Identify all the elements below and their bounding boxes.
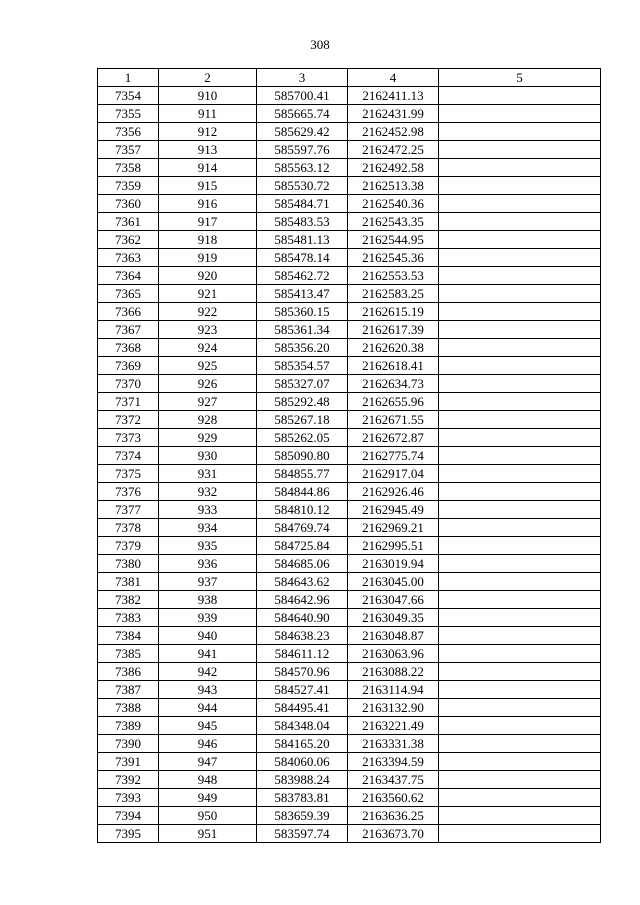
table-cell-col-4: 2163437.75 [348,771,439,789]
table-cell-col-4: 2162544.95 [348,231,439,249]
table-cell-col-3: 585629.42 [257,123,348,141]
table-cell-col-5 [439,771,601,789]
table-cell-col-4: 2162671.55 [348,411,439,429]
table-cell-col-4: 2163063.96 [348,645,439,663]
table-cell-col-1: 7362 [98,231,159,249]
table-cell-col-1: 7376 [98,483,159,501]
table-cell-col-1: 7382 [98,591,159,609]
table-cell-col-5 [439,807,601,825]
table-cell-col-1: 7360 [98,195,159,213]
column-header-3: 3 [257,69,348,87]
table-row [98,159,601,177]
table-cell-col-1: 7393 [98,789,159,807]
table-cell-col-3: 584611.12 [257,645,348,663]
table-row [98,627,601,645]
table-cell-col-4: 2162472.25 [348,141,439,159]
table-cell-col-1: 7378 [98,519,159,537]
table-cell-col-5 [439,141,601,159]
table-cell-col-1: 7381 [98,573,159,591]
table-cell-col-5 [439,519,601,537]
table-cell-col-1: 7389 [98,717,159,735]
table-cell-col-2: 950 [159,807,257,825]
table-cell-col-3: 585360.15 [257,303,348,321]
table-cell-col-4: 2162618.41 [348,357,439,375]
table-cell-col-1: 7392 [98,771,159,789]
table-cell-col-2: 924 [159,339,257,357]
table-cell-col-1: 7374 [98,447,159,465]
page-number: 308 [310,37,330,52]
table-cell-col-2: 929 [159,429,257,447]
table-cell-col-1: 7388 [98,699,159,717]
table-cell-col-2: 913 [159,141,257,159]
table-cell-col-5 [439,321,601,339]
table-cell-col-2: 932 [159,483,257,501]
table-cell-col-4: 2162655.96 [348,393,439,411]
table-row [98,663,601,681]
table-row [98,285,601,303]
table-cell-col-4: 2162452.98 [348,123,439,141]
table-cell-col-5 [439,483,601,501]
table-cell-col-3: 584060.06 [257,753,348,771]
table-cell-col-5 [439,393,601,411]
table-cell-col-4: 2162634.73 [348,375,439,393]
table-cell-col-3: 585665.74 [257,105,348,123]
table-cell-col-1: 7384 [98,627,159,645]
table-cell-col-2: 922 [159,303,257,321]
table-cell-col-2: 938 [159,591,257,609]
table-cell-col-5 [439,573,601,591]
table-cell-col-1: 7385 [98,645,159,663]
table-cell-col-1: 7377 [98,501,159,519]
table-cell-col-2: 928 [159,411,257,429]
table-row [98,519,601,537]
table-cell-col-1: 7354 [98,87,159,105]
table-header [98,69,601,87]
table-cell-col-3: 584638.23 [257,627,348,645]
table-cell-col-1: 7394 [98,807,159,825]
table-cell-col-5 [439,591,601,609]
table-cell-col-3: 585361.34 [257,321,348,339]
table-row [98,357,601,375]
table-cell-col-4: 2163673.70 [348,825,439,843]
table-cell-col-3: 584769.74 [257,519,348,537]
table-cell-col-5 [439,87,601,105]
table-cell-col-2: 914 [159,159,257,177]
table-cell-col-2: 949 [159,789,257,807]
table-cell-col-2: 945 [159,717,257,735]
table-cell-col-3: 585327.07 [257,375,348,393]
column-header-1: 1 [98,69,159,87]
table-cell-col-5 [439,285,601,303]
table-cell-col-3: 585356.20 [257,339,348,357]
table-cell-col-5 [439,249,601,267]
table-row [98,141,601,159]
table-cell-col-4: 2163047.66 [348,591,439,609]
table-body [98,87,601,843]
table-cell-col-3: 585483.53 [257,213,348,231]
table-cell-col-3: 584810.12 [257,501,348,519]
table-row [98,87,601,105]
table-cell-col-2: 910 [159,87,257,105]
table-cell-col-4: 2162672.87 [348,429,439,447]
table-cell-col-5 [439,735,601,753]
table-row [98,573,601,591]
table-cell-col-1: 7390 [98,735,159,753]
table-cell-col-5 [439,753,601,771]
table-cell-col-2: 935 [159,537,257,555]
table-cell-col-5 [439,465,601,483]
table-row [98,447,601,465]
table-cell-col-5 [439,699,601,717]
table-row [98,789,601,807]
table-row [98,429,601,447]
table-cell-col-5 [439,339,601,357]
table-cell-col-3: 585354.57 [257,357,348,375]
table-cell-col-2: 937 [159,573,257,591]
table-cell-col-2: 943 [159,681,257,699]
table-cell-col-1: 7371 [98,393,159,411]
table-cell-col-5 [439,357,601,375]
table-cell-col-2: 912 [159,123,257,141]
table-cell-col-5 [439,555,601,573]
table-cell-col-4: 2162543.35 [348,213,439,231]
table-row [98,825,601,843]
table-row [98,699,601,717]
table-row [98,735,601,753]
table-row [98,393,601,411]
table-row [98,321,601,339]
table-cell-col-4: 2163048.87 [348,627,439,645]
table-cell-col-3: 584570.96 [257,663,348,681]
table-cell-col-5 [439,447,601,465]
table-row [98,591,601,609]
table-row [98,807,601,825]
table-cell-col-1: 7357 [98,141,159,159]
table-cell-col-1: 7361 [98,213,159,231]
table-cell-col-1: 7355 [98,105,159,123]
table-cell-col-5 [439,267,601,285]
table-cell-col-3: 583659.39 [257,807,348,825]
table-cell-col-2: 940 [159,627,257,645]
table-cell-col-2: 930 [159,447,257,465]
table-cell-col-4: 2162411.13 [348,87,439,105]
table-cell-col-2: 925 [159,357,257,375]
table-cell-col-3: 583597.74 [257,825,348,843]
table-cell-col-4: 2163049.35 [348,609,439,627]
table-cell-col-2: 933 [159,501,257,519]
table-cell-col-4: 2162492.58 [348,159,439,177]
table-row [98,609,601,627]
table-cell-col-2: 923 [159,321,257,339]
table-cell-col-5 [439,231,601,249]
table-cell-col-2: 936 [159,555,257,573]
table-cell-col-4: 2163019.94 [348,555,439,573]
table-cell-col-1: 7387 [98,681,159,699]
table-row [98,303,601,321]
table-cell-col-1: 7379 [98,537,159,555]
table-cell-col-4: 2163132.90 [348,699,439,717]
table-cell-col-2: 920 [159,267,257,285]
table-cell-col-3: 584527.41 [257,681,348,699]
table-cell-col-1: 7375 [98,465,159,483]
table-cell-col-5 [439,681,601,699]
table-cell-col-1: 7369 [98,357,159,375]
table-cell-col-4: 2163636.25 [348,807,439,825]
table-cell-col-2: 934 [159,519,257,537]
table-cell-col-3: 585090.80 [257,447,348,465]
table-cell-col-5 [439,123,601,141]
table-row [98,411,601,429]
table-cell-col-4: 2162620.38 [348,339,439,357]
table-cell-col-4: 2162553.53 [348,267,439,285]
table-cell-col-5 [439,105,601,123]
table-cell-col-3: 584685.06 [257,555,348,573]
table-cell-col-2: 948 [159,771,257,789]
table-cell-col-3: 585481.13 [257,231,348,249]
table-cell-col-3: 585530.72 [257,177,348,195]
table-row [98,501,601,519]
table-cell-col-2: 921 [159,285,257,303]
table-cell-col-3: 585262.05 [257,429,348,447]
table-row [98,555,601,573]
table-cell-col-5 [439,789,601,807]
table-cell-col-2: 931 [159,465,257,483]
table-cell-col-3: 585597.76 [257,141,348,159]
table-cell-col-4: 2162917.04 [348,465,439,483]
table-cell-col-5 [439,627,601,645]
table-row [98,213,601,231]
table-row [98,177,601,195]
table-cell-col-3: 584844.86 [257,483,348,501]
table-cell-col-5 [439,825,601,843]
table-cell-col-1: 7380 [98,555,159,573]
table-cell-col-4: 2162617.39 [348,321,439,339]
table-cell-col-4: 2162945.49 [348,501,439,519]
table-row [98,267,601,285]
table-cell-col-3: 584855.77 [257,465,348,483]
table-row [98,717,601,735]
table-cell-col-1: 7391 [98,753,159,771]
column-header-4: 4 [348,69,439,87]
table-row [98,483,601,501]
table-cell-col-2: 916 [159,195,257,213]
table-cell-col-2: 944 [159,699,257,717]
table-cell-col-4: 2162926.46 [348,483,439,501]
table-cell-col-4: 2163045.00 [348,573,439,591]
table-row [98,123,601,141]
table-cell-col-1: 7373 [98,429,159,447]
table-cell-col-2: 917 [159,213,257,231]
table-cell-col-5 [439,537,601,555]
table-cell-col-1: 7363 [98,249,159,267]
table-row [98,249,601,267]
table-cell-col-5 [439,645,601,663]
column-header-5: 5 [439,69,601,87]
table-row [98,537,601,555]
table-cell-col-4: 2163088.22 [348,663,439,681]
table-cell-col-4: 2163331.38 [348,735,439,753]
table-cell-col-1: 7386 [98,663,159,681]
table-cell-col-5 [439,195,601,213]
table-cell-col-4: 2162995.51 [348,537,439,555]
table-cell-col-5 [439,159,601,177]
table-cell-col-3: 585478.14 [257,249,348,267]
table-cell-col-3: 585700.41 [257,87,348,105]
table-row [98,645,601,663]
table-cell-col-3: 584725.84 [257,537,348,555]
table-row [98,231,601,249]
table-cell-col-4: 2162969.21 [348,519,439,537]
table-cell-col-1: 7370 [98,375,159,393]
header-row [98,69,601,87]
table-cell-col-2: 926 [159,375,257,393]
table-cell-col-2: 939 [159,609,257,627]
table-cell-col-5 [439,663,601,681]
table-cell-col-2: 946 [159,735,257,753]
table-cell-col-4: 2163394.59 [348,753,439,771]
table-cell-col-4: 2162431.99 [348,105,439,123]
table-cell-col-1: 7395 [98,825,159,843]
table-cell-col-3: 584495.41 [257,699,348,717]
table-cell-col-1: 7356 [98,123,159,141]
table-cell-col-3: 584348.04 [257,717,348,735]
table-cell-col-2: 927 [159,393,257,411]
table-cell-col-4: 2162513.38 [348,177,439,195]
table-cell-col-4: 2162615.19 [348,303,439,321]
table-row [98,195,601,213]
table-cell-col-2: 915 [159,177,257,195]
column-header-2: 2 [159,69,257,87]
table-cell-col-3: 583783.81 [257,789,348,807]
table-cell-col-3: 585462.72 [257,267,348,285]
table-cell-col-4: 2162545.36 [348,249,439,267]
table-cell-col-3: 584642.96 [257,591,348,609]
table-row [98,465,601,483]
table-cell-col-2: 941 [159,645,257,663]
table-cell-col-1: 7372 [98,411,159,429]
table-cell-col-3: 585413.47 [257,285,348,303]
table-cell-col-5 [439,303,601,321]
table-cell-col-5 [439,177,601,195]
table-cell-col-3: 583988.24 [257,771,348,789]
table-cell-col-1: 7365 [98,285,159,303]
coordinates-table [97,68,601,843]
table-cell-col-3: 585292.48 [257,393,348,411]
table-cell-col-3: 584643.62 [257,573,348,591]
table-cell-col-5 [439,213,601,231]
table-cell-col-5 [439,609,601,627]
table-cell-col-1: 7383 [98,609,159,627]
table-cell-col-5 [439,375,601,393]
table-cell-col-3: 585267.18 [257,411,348,429]
table-cell-col-4: 2162540.36 [348,195,439,213]
table-cell-col-1: 7367 [98,321,159,339]
table-cell-col-4: 2163114.94 [348,681,439,699]
table-cell-col-1: 7368 [98,339,159,357]
table-cell-col-4: 2162583.25 [348,285,439,303]
table-row [98,681,601,699]
table-cell-col-1: 7366 [98,303,159,321]
table-cell-col-4: 2163221.49 [348,717,439,735]
table-row [98,771,601,789]
table-cell-col-2: 947 [159,753,257,771]
table-cell-col-1: 7359 [98,177,159,195]
table-cell-col-2: 951 [159,825,257,843]
table-cell-col-4: 2162775.74 [348,447,439,465]
table-cell-col-2: 919 [159,249,257,267]
table-cell-col-2: 942 [159,663,257,681]
table-cell-col-2: 911 [159,105,257,123]
table-cell-col-5 [439,429,601,447]
table-cell-col-3: 585563.12 [257,159,348,177]
table-row [98,375,601,393]
table-cell-col-3: 584640.90 [257,609,348,627]
table-row [98,339,601,357]
table-cell-col-3: 585484.71 [257,195,348,213]
table-cell-col-5 [439,717,601,735]
table-cell-col-4: 2163560.62 [348,789,439,807]
table-cell-col-3: 584165.20 [257,735,348,753]
table-row [98,753,601,771]
table-row [98,105,601,123]
table-cell-col-1: 7358 [98,159,159,177]
table-cell-col-1: 7364 [98,267,159,285]
table-cell-col-5 [439,501,601,519]
table-cell-col-2: 918 [159,231,257,249]
table-cell-col-5 [439,411,601,429]
